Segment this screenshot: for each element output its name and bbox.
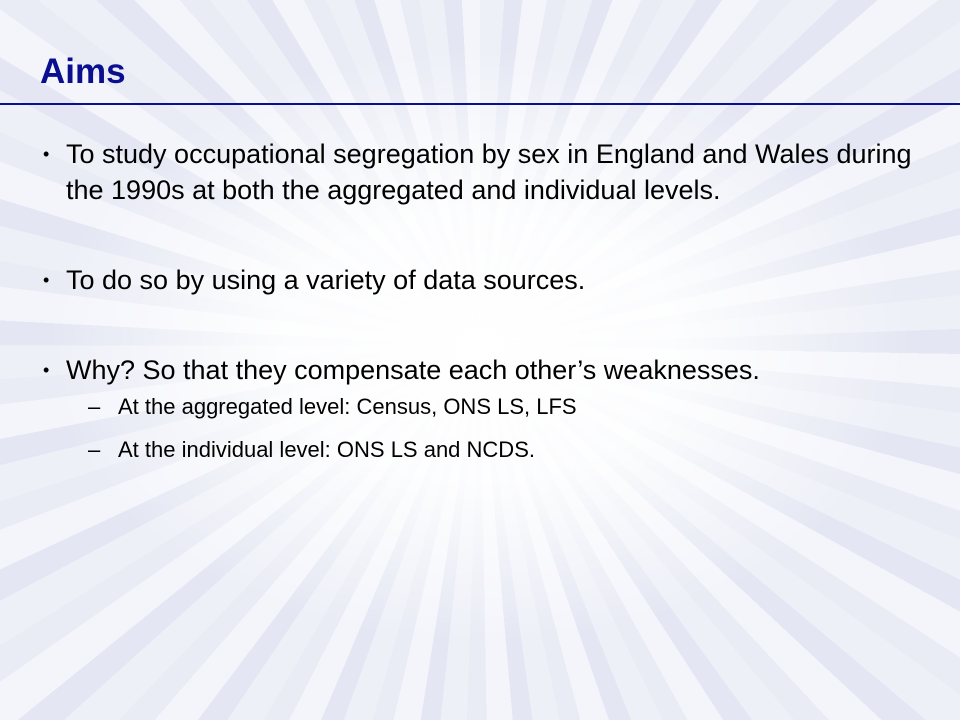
bullet-marker: • (43, 360, 50, 380)
sub-bullet-list (88, 394, 920, 463)
sub-bullet-marker: – (88, 437, 101, 462)
bullet-text: Why? So that they compensate each other’s weaknesses. (66, 355, 760, 385)
slide-title: Aims (40, 52, 126, 91)
bullet-text: To study occupational segregation by sex in England and Wales during the 1990s at both the aggregated and individual levels. (66, 139, 912, 205)
sub-bullet-text: At the aggregated level: Census, ONS LS, LFS (118, 394, 577, 419)
sub-bullet-item (88, 394, 920, 420)
bullet-marker: • (43, 144, 50, 164)
bullet-item (40, 262, 920, 298)
bullet-item (40, 352, 920, 463)
bullet-list (40, 136, 920, 480)
sub-bullet-marker: – (88, 394, 101, 419)
sub-bullet-text: At the individual level: ONS LS and NCDS. (118, 437, 535, 462)
bullet-marker: • (43, 270, 50, 290)
bullet-item (40, 136, 920, 208)
sub-bullet-item (88, 437, 920, 463)
title-divider (0, 103, 960, 105)
bullet-text: To do so by using a variety of data sources. (66, 265, 586, 295)
